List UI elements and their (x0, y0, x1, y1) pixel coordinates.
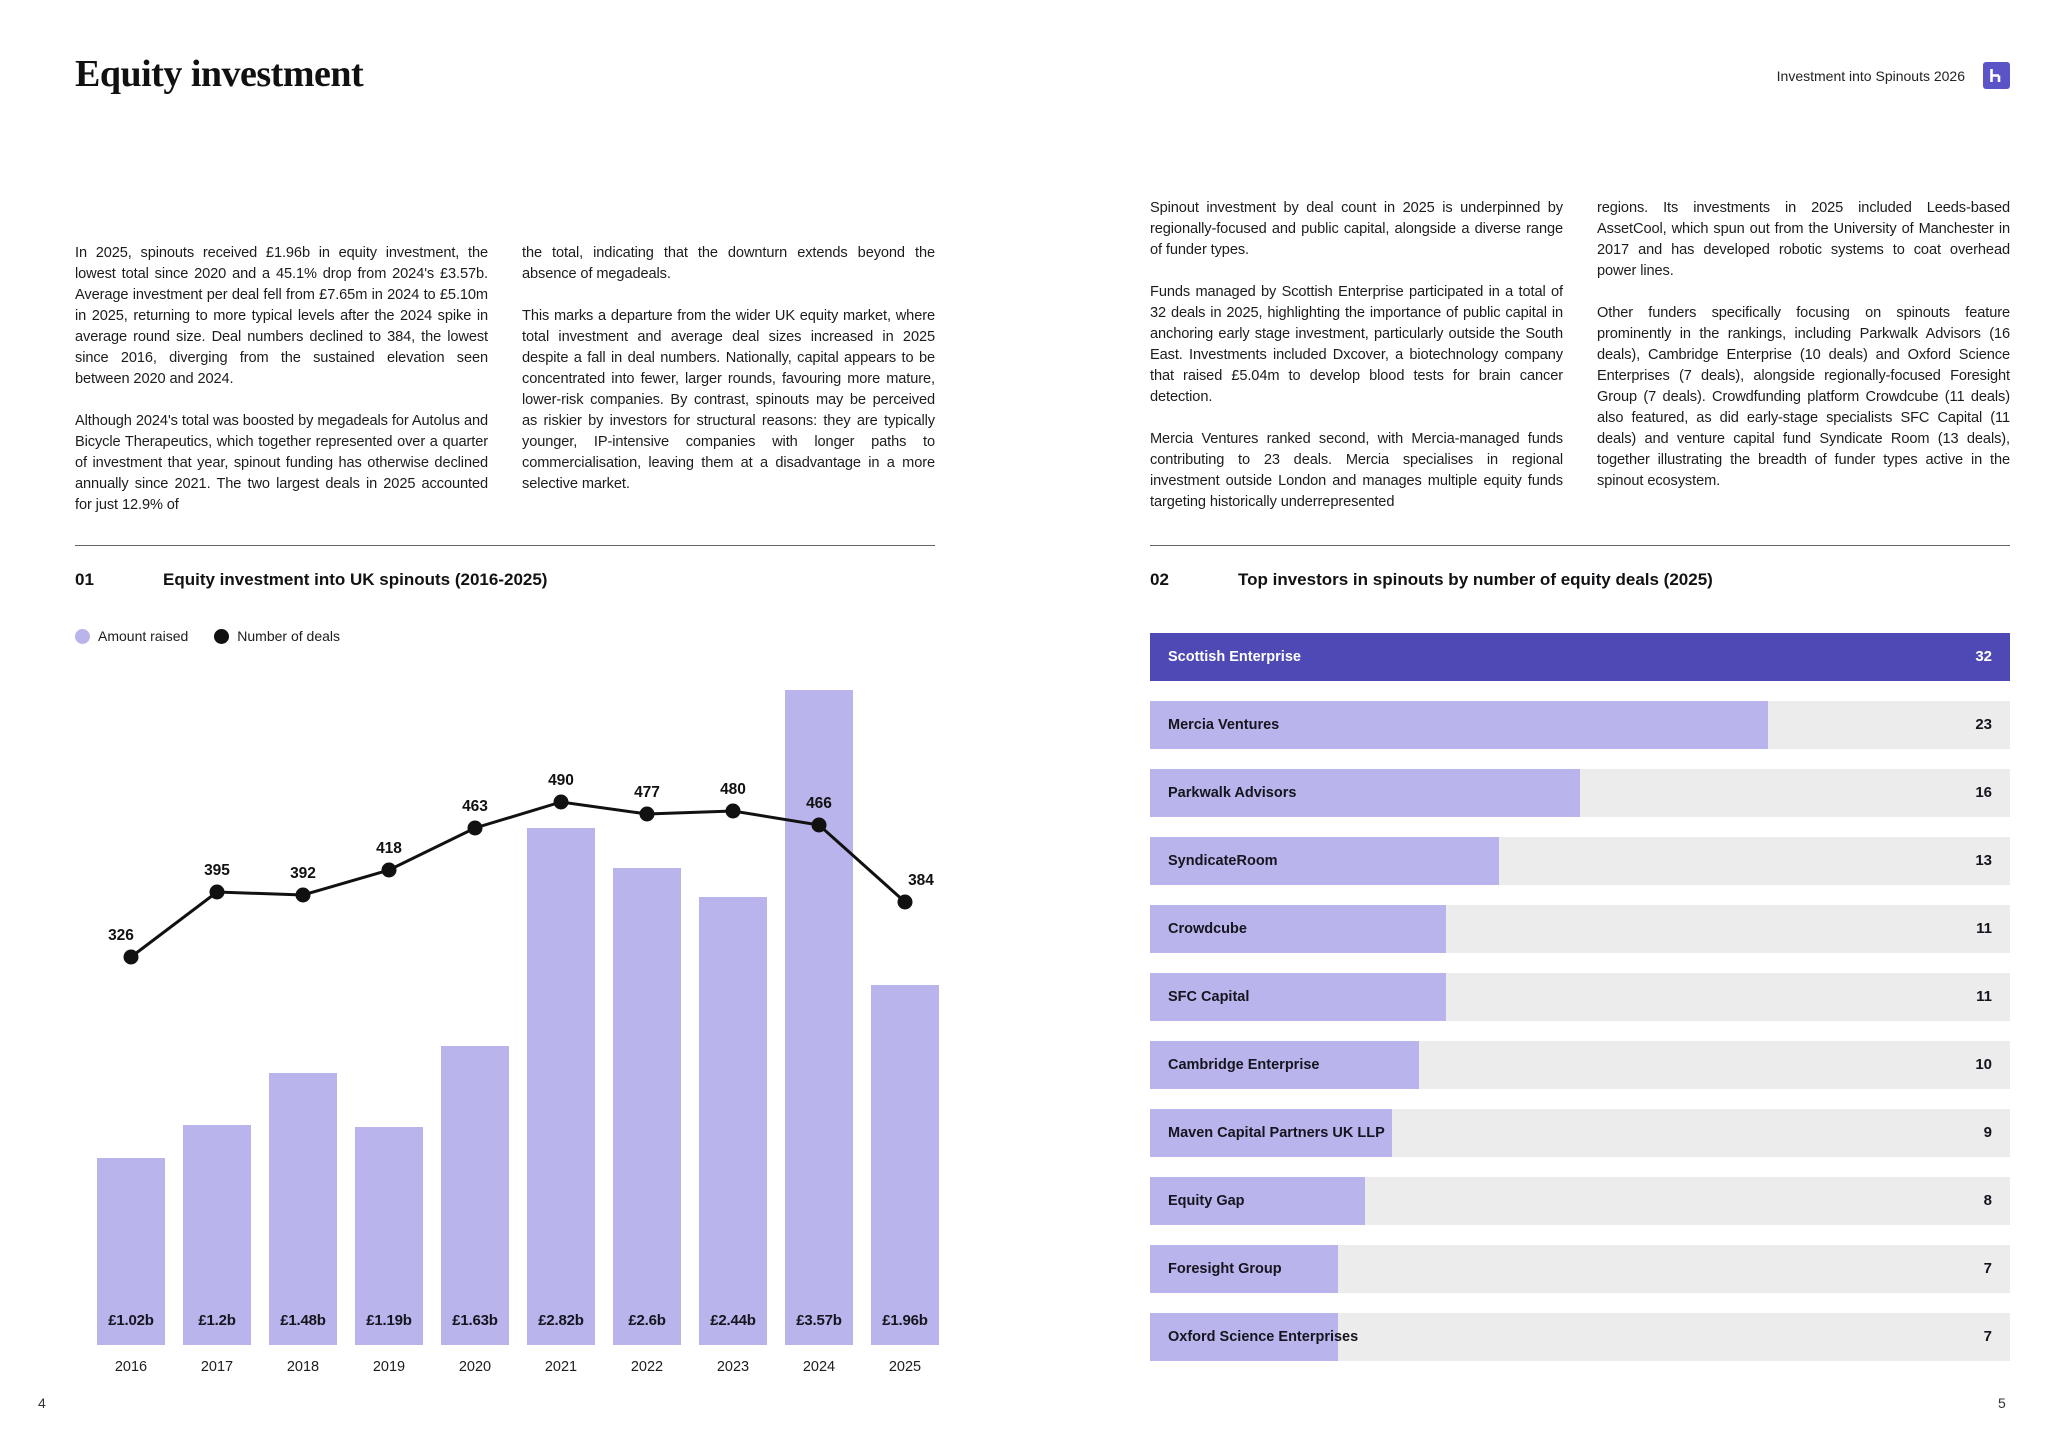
investor-deal-count: 11 (1976, 920, 1992, 937)
investor-row (1150, 1313, 2010, 1361)
investor-deal-count: 7 (1983, 1260, 1992, 1277)
deals-point (382, 863, 397, 878)
investor-name: Crowdcube (1168, 921, 1247, 937)
header-meta (1150, 62, 2010, 89)
deals-point (296, 888, 311, 903)
page-number-left: 4 (38, 1395, 46, 1411)
text-column-3 (1150, 198, 1563, 534)
legend-item (75, 628, 188, 644)
investor-row (1150, 837, 2010, 885)
investor-row (1150, 701, 2010, 749)
page-number-right: 5 (1998, 1395, 2006, 1411)
bar-value-label: £2.44b (710, 1312, 756, 1329)
paragraph: Funds managed by Scottish Enterprise participated in a total of 32 deals in 2025, highlighting the importance of public capital in anchoring early stage investment, particularly outside the South East. Investments included Dxcover, a biotechnology company that raised £5.04m to develop blood tests for brain cancer detection. (1150, 284, 1563, 405)
deals-point (898, 895, 913, 910)
bar-value-label: £2.82b (538, 1312, 584, 1329)
bar-value-label: £1.96b (882, 1312, 928, 1329)
deals-value-label: 395 (204, 862, 230, 879)
deals-line (131, 802, 905, 957)
investor-deal-count: 9 (1983, 1124, 1992, 1141)
deals-value-label: 392 (290, 865, 316, 882)
legend-label: Number of deals (237, 628, 340, 644)
deals-point (554, 795, 569, 810)
investor-name: SyndicateRoom (1168, 853, 1278, 869)
investor-deal-count: 13 (1975, 852, 1992, 869)
paragraph: Although 2024's total was boosted by megadeals for Autolus and Bicycle Therapeutics, which together represented over a quarter of investment that year, spinout funding has otherwise declined annually since 2021. The two largest deals in 2025 accounted for just 12.9% of (75, 413, 488, 513)
investor-row (1150, 769, 2010, 817)
deals-value-label: 490 (548, 772, 574, 789)
deals-value-label: 477 (634, 784, 660, 801)
year-label: 2020 (458, 1359, 492, 1375)
investor-name: Equity Gap (1168, 1193, 1245, 1209)
investor-name: Foresight Group (1168, 1261, 1282, 1277)
deals-point (812, 818, 827, 833)
investor-name: Cambridge Enterprise (1168, 1057, 1320, 1073)
paragraph: Mercia Ventures ranked second, with Mercia-managed funds contributing to 23 deals. Mercia specialises in regional investment outside London and manages multiple equity funds targeting historically underrepresented (1150, 431, 1563, 510)
bar-value-label: £1.02b (108, 1312, 154, 1329)
bar-value-label: £1.2b (198, 1312, 236, 1329)
year-label: 2018 (286, 1359, 320, 1375)
section02-title: Top investors in spinouts by number of equity deals (2025) (1238, 570, 1713, 589)
paragraph: regions. Its investments in 2025 included Leeds-based AssetCool, which spun out from the University of Manchester in 2017 and has developed robotic systems to coat overhead power lines. (1597, 200, 2010, 279)
investor-deal-count: 32 (1975, 648, 1992, 665)
paragraph: This marks a departure from the wider UK equity market, where total investment and average deal sizes increased in 2025 despite a fall in deal numbers. Nationally, capital appears to be concentrated into fewer, larger rounds, favouring more mature, lower-risk companies. By contrast, spinouts may be perceived as riskier by investors for structural reasons: they are typically younger, IP-intensive companies with longer paths to commercialisation, leaving them at a disadvantage in a more selective market. (522, 308, 935, 492)
investor-deal-count: 7 (1983, 1328, 1992, 1345)
bar-value-label: £1.48b (280, 1312, 326, 1329)
investor-row (1150, 1177, 2010, 1225)
bar-value-label: £3.57b (796, 1312, 842, 1329)
investor-row (1150, 1245, 2010, 1293)
legend-item (214, 628, 340, 644)
section01-title: Equity investment into UK spinouts (2016-2025) (163, 570, 548, 589)
deals-value-label: 384 (908, 872, 934, 889)
bar-value-label: £2.6b (628, 1312, 666, 1329)
legend-dot-icon (75, 629, 90, 644)
right-page-text (1150, 198, 2010, 534)
bar-value-label: £1.19b (366, 1312, 412, 1329)
investor-name: Maven Capital Partners UK LLP (1168, 1125, 1385, 1141)
investor-deal-count: 8 (1983, 1192, 1992, 1209)
deals-value-label: 466 (806, 795, 832, 812)
section-divider-left (75, 545, 935, 546)
investor-name: Mercia Ventures (1168, 717, 1280, 733)
investor-row (1150, 1041, 2010, 1089)
investor-name: Scottish Enterprise (1168, 649, 1301, 665)
top-investors-chart (1150, 633, 2010, 1381)
text-column-2 (522, 243, 935, 537)
year-label: 2025 (888, 1359, 922, 1375)
equity-investment-chart (75, 665, 935, 1395)
investor-name: SFC Capital (1168, 989, 1250, 1005)
legend-label: Amount raised (98, 628, 189, 644)
year-label: 2024 (802, 1359, 836, 1375)
investor-name: Oxford Science Enterprises (1168, 1329, 1359, 1345)
deals-point (468, 821, 483, 836)
section-divider-right (1150, 545, 2010, 546)
year-label: 2023 (716, 1359, 750, 1375)
deals-point (124, 950, 139, 965)
deals-value-label: 463 (462, 798, 488, 815)
investor-deal-count: 23 (1975, 716, 1992, 733)
text-column-4 (1597, 198, 2010, 534)
section02-number: 02 (1150, 570, 1169, 589)
paragraph: Other funders specifically focusing on spinouts feature prominently in the rankings, including Parkwalk Advisors (16 deals), Cambridge Enterprise (10 deals) and Oxford Science Enterprises (7 deals), alongside regionally-focused Foresight Group (7 deals). Crowdfunding platform Crowdcube (11 deals) also featured, as did early-stage specialists SFC Capital (11 deals) and venture capital fund Syndicate Room (13 deals), together illustrating the breadth of funder types active in the spinout ecosystem. (1597, 305, 2010, 489)
investor-row (1150, 973, 2010, 1021)
legend-dot-icon (214, 629, 229, 644)
paragraph: the total, indicating that the downturn extends beyond the absence of megadeals. (522, 245, 935, 282)
deals-point (726, 804, 741, 819)
chart01-legend (75, 628, 340, 644)
bar-value-label: £1.63b (452, 1312, 498, 1329)
investor-row (1150, 633, 2010, 681)
investor-deal-count: 16 (1975, 784, 1992, 801)
page-title: Equity investment (75, 53, 364, 95)
deals-point (640, 807, 655, 822)
text-column-1 (75, 243, 488, 537)
report-name-label: Investment into Spinouts 2026 (1776, 67, 1965, 84)
investor-deal-count: 10 (1975, 1056, 1992, 1073)
year-label: 2016 (114, 1359, 148, 1375)
year-label: 2017 (200, 1359, 234, 1375)
deals-value-label: 418 (376, 840, 402, 857)
deals-value-label: 480 (720, 781, 746, 798)
section01-number: 01 (75, 570, 94, 589)
investor-row (1150, 1109, 2010, 1157)
deals-value-label: 326 (108, 927, 134, 944)
investor-name: Parkwalk Advisors (1168, 785, 1297, 801)
year-label: 2022 (630, 1359, 664, 1375)
left-page-text (75, 243, 935, 537)
investor-row (1150, 905, 2010, 953)
deals-point (210, 885, 225, 900)
deals-line-overlay (75, 665, 935, 1345)
section02-header (1150, 570, 2010, 590)
paragraph: Spinout investment by deal count in 2025 is underpinned by regionally-focused and public capital, alongside a diverse range of funder types. (1150, 200, 1563, 258)
year-label: 2019 (372, 1359, 406, 1375)
year-label: 2021 (544, 1359, 578, 1375)
section01-header (75, 570, 935, 590)
paragraph: In 2025, spinouts received £1.96b in equity investment, the lowest total since 2020 and a 45.1% drop from 2024's £3.57b. Average investment per deal fell from £7.65m in 2024 to £5.10m in 2025, returning to more typical levels after the 2024 spike in average round size. Deal numbers declined to 384, the lowest since 2016, diverging from the sustained elevation seen between 2020 and 2024. (75, 245, 488, 387)
investor-deal-count: 11 (1976, 988, 1992, 1005)
report-logo-icon (1983, 62, 2010, 89)
